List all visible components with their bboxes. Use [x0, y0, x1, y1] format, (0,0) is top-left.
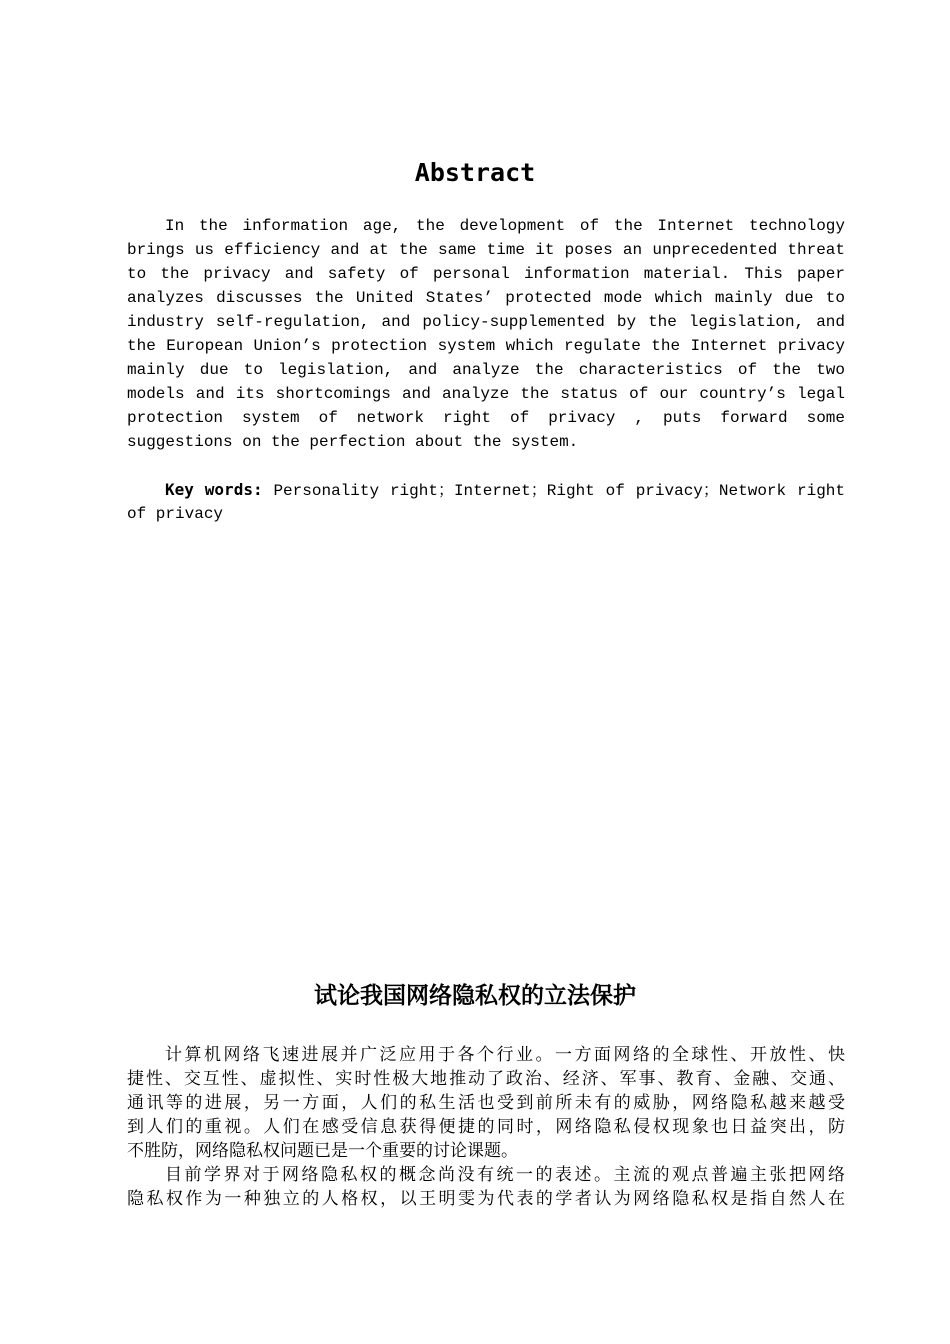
chinese-line: 不胜防，网络隐私权问题已是一个重要的讨论课题。 [127, 1141, 518, 1161]
chinese-line: 到人们的重视。人们在感受信息获得便捷的同时，网络隐私侵权现象也日益突出，防 [127, 1117, 845, 1137]
chinese-line: 隐私权作为一种独立的人格权，以王明雯为代表的学者认为网络隐私权是指自然人在 [127, 1189, 845, 1209]
keywords-line-continued: of privacy [127, 505, 224, 523]
abstract-line: industry self-regulation, and policy-supplemented by the legislation, and [127, 313, 845, 331]
chinese-title: 试论我国网络隐私权的立法保护 [314, 983, 636, 1009]
keywords-list: Personality right；Internet；Right of privacy；Network right [262, 482, 845, 500]
abstract-line: In the information age, the development of the Internet technology [165, 217, 845, 235]
abstract-line: the European Union’s protection system which regulate the Internet privacy [127, 337, 845, 355]
abstract-line: analyzes discusses the United States’ protected mode which mainly due to [127, 289, 845, 307]
abstract-line: to the privacy and safety of personal information material. This paper [127, 265, 845, 283]
abstract-line: mainly due to legislation, and analyze the characteristics of the two [127, 361, 845, 379]
chinese-line: 计算机网络飞速进展并广泛应用于各个行业。一方面网络的全球性、开放性、快 [165, 1045, 845, 1065]
abstract-line: models and its shortcomings and analyze the status of our country’s legal [127, 385, 845, 403]
keywords-line [127, 478, 845, 502]
keywords-label: Key words: [165, 480, 263, 499]
chinese-line: 捷性、交互性、虚拟性、实时性极大地推动了政治、经济、军事、教育、金融、交通、 [127, 1069, 845, 1089]
abstract-title: Abstract [414, 158, 536, 187]
chinese-line: 通讯等的进展，另一方面，人们的私生活也受到前所未有的威胁，网络隐私越来越受 [127, 1093, 845, 1113]
abstract-line: brings us efficiency and at the same time it poses an unprecedented threat [127, 241, 845, 259]
chinese-line: 目前学界对于网络隐私权的概念尚没有统一的表述。主流的观点普遍主张把网络 [165, 1165, 845, 1185]
abstract-line: suggestions on the perfection about the system. [127, 433, 579, 451]
abstract-line: protection system of network right of privacy , puts forward some [127, 409, 845, 427]
